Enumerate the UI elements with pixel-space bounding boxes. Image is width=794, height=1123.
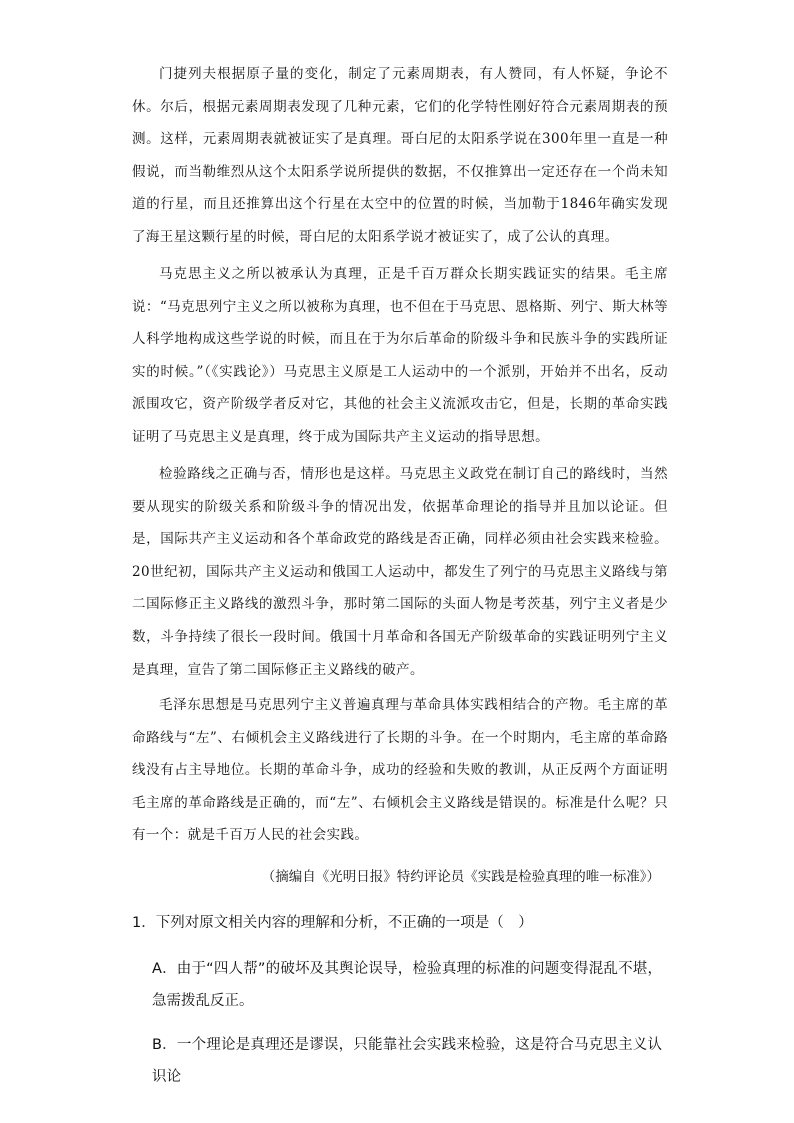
article-paragraph-1: 门捷列夫根据原子量的变化，制定了元素周期表，有人赞同，有人怀疑，争论不休。尔后，根据元素周期表发现了几种元素，它们的化学特性刚好符合元素周期表的预测。这样，元素周期表就被证实了是真理。哥白尼的太阳系学说在300年里一直是一种假说，而当勒维烈从这个太阳系学说所提供的数据，不仅推算出一定还存在一个尚未知道的行星，而且还推算出这个行星在太空中的位置的时候，当加勒于1846年确实发现了海王星这颗行星的时候，哥白尼的太阳系学说才被证实了，成了公认的真理。 bbox=[132, 66, 668, 245]
article-paragraph-2: 马克思主义之所以被承认为真理，正是千百万群众长期实践证实的结果。毛主席说：“马克思列宁主义之所以被称为真理，也不但在于马克思、恩格斯、列宁、斯大林等人科学地构成这些学说的时候，而且在于为尔后革命的阶级斗争和民族斗争的实践所证实的时候。”（《实践论》）马克思主义原是工人运动中的一个派别，开始并不出名，反动派围攻它，资产阶级学者反对它，其他的社会主义流派攻击它，但是，长期的革命实践证明了马克思主义是真理，终于成为国际共产主义运动的指导思想。 bbox=[132, 266, 668, 445]
article-paragraph-4: 毛泽东思想是马克思列宁主义普遍真理与革命具体实践相结合的产物。毛主席的革命路线与“左”、右倾机会主义路线进行了长期的斗争。在一个时期内，毛主席的革命路线没有占主导地位。长期的革命斗争，成功的经验和失败的教训，从正反两个方面证明毛主席的革命路线是正确的，而“左”、右倾机会主义路线是错误的。标准是什么呢？只有一个：就是千百万人民的社会实践。 bbox=[132, 697, 668, 844]
question-option-b: B．一个理论是真理还是谬误，只能靠社会实践来检验，这是符合马克思主义认识论 bbox=[152, 1037, 662, 1085]
article-source: （摘编自《光明日报》特约评论员《实践是检验真理的唯一标准》） bbox=[261, 869, 660, 885]
question-stem: 1．下列对原文相关内容的理解和分析，不正确的一项是（ ） bbox=[132, 915, 533, 931]
article-paragraph-3: 检验路线之正确与否，情形也是这样。马克思主义政党在制订自己的路线时，当然要从现实的阶级关系和阶级斗争的情况出发，依据革命理论的指导并且加以论证。但是，国际共产主义运动和各个革命政党的路线是否正确，同样必须由社会实践来检验。20世纪初，国际共产主义运动和俄国工人运动中，都发生了列宁的马克思主义路线与第二国际修正主义路线的激烈斗争，那时第二国际的头面人物是考茨基，列宁主义者是少数，斗争持续了很长一段时间。俄国十月革命和各国无产阶级革命的实践证明列宁主义是真理，宣告了第二国际修正主义路线的破产。 bbox=[132, 466, 668, 678]
question-option-a: A．由于“四人帮”的破坏及其舆论误导，检验真理的标准的问题变得混乱不堪，急需拨乱反正。 bbox=[152, 961, 662, 1009]
